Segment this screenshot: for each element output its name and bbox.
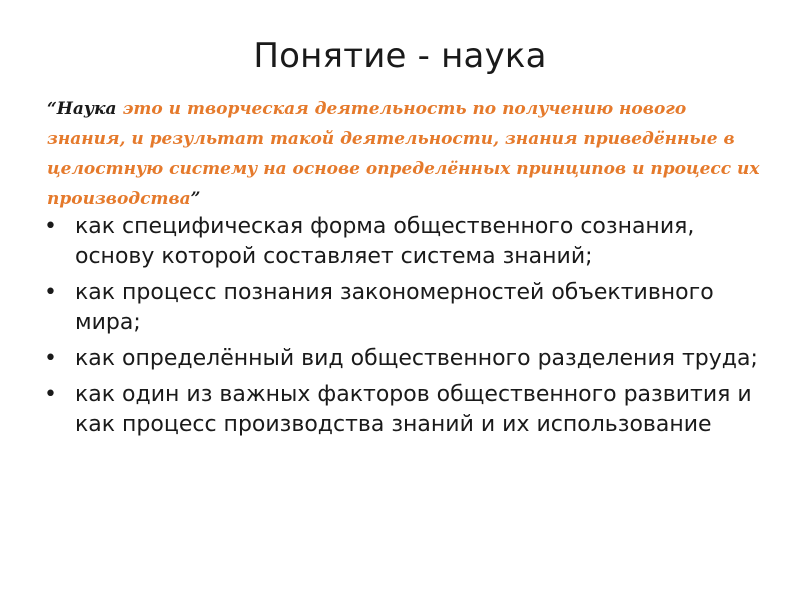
bullet-text: как процесс познания закономерностей объективного мира; [75,280,714,335]
bullet-text: как один из важных факторов общественного развития и как процесс производства знаний и их использование [75,382,752,437]
quote-term: Наука [56,99,117,119]
bullet-text: как определённый вид общественного разделения труда; [75,346,758,371]
quote-close-mark: ” [190,189,201,209]
bullet-item [40,278,760,338]
bullet-item [40,380,760,440]
bullet-list [40,212,760,446]
quote-open-mark: “ [47,99,57,119]
bullet-dot-icon: • [44,214,57,239]
definition-quote [47,94,767,214]
bullet-dot-icon: • [44,382,57,407]
quote-definition: это и творческая деятельность по получению нового знания, и результат такой деятельности, знания приведённые в целостную систему на основе определённых принципов и процесс их производства [47,99,760,209]
slide-title: Понятие - наука [253,36,547,76]
bullet-dot-icon: • [44,280,57,305]
bullet-text: как специфическая форма общественного сознания, основу которой составляет система знаний; [75,214,695,269]
bullet-dot-icon: • [44,346,57,371]
bullet-item [40,344,760,374]
bullet-item [40,212,760,272]
